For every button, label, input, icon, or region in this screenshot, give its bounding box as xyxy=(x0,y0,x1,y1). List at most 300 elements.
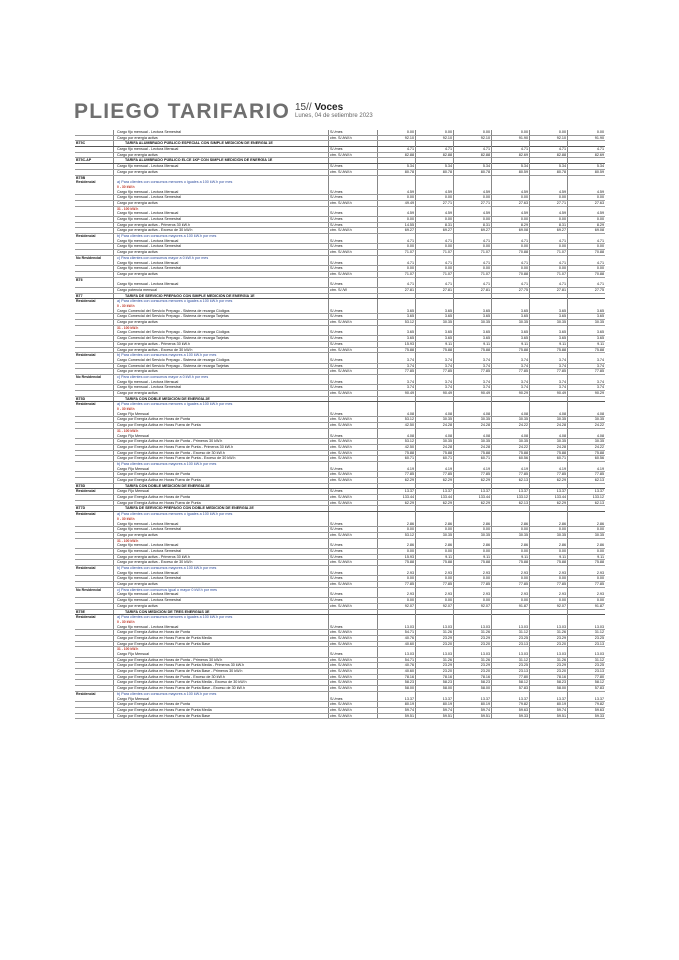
tariff-value: 4.59 xyxy=(520,189,528,194)
tariff-value: 3.65 xyxy=(444,308,452,313)
tariff-value: 2.93 xyxy=(406,592,414,597)
row-description: c) Para clientes con consumos igual o mayor 0 kW.h por mes xyxy=(117,587,218,592)
tariff-value: 40.76 xyxy=(404,635,414,640)
row-unit: ctm. S/./kW.h xyxy=(330,135,352,140)
issue-date: Lunes, 04 de setiembre 2023 xyxy=(294,113,373,119)
tariff-value: 69.27 xyxy=(404,228,414,233)
tariff-value: 53.12 xyxy=(404,417,414,422)
tariff-value: 2.93 xyxy=(482,592,490,597)
tariff-value: 24.22 xyxy=(518,423,528,428)
tariff-value: 60.71 xyxy=(442,456,452,461)
row-description: Cargo por Energía Activa en Horas de Punta - Exceso de 30 kW.h xyxy=(117,450,225,455)
tariff-value: 9.11 xyxy=(597,554,604,559)
tariff-value: 0.00 xyxy=(520,266,528,271)
tariff-value: 40.60 xyxy=(404,641,414,646)
tariff-value: 80.78 xyxy=(480,169,490,174)
column-divider xyxy=(567,130,568,719)
row-description: Cargo por Energía Activa en Horas de Punta xyxy=(117,417,190,422)
tariff-value: 71.07 xyxy=(442,250,452,255)
row-unit: ctm. S/./kW.h xyxy=(330,674,352,679)
tariff-value: 2.86 xyxy=(406,543,414,548)
tariff-value: 23.25 xyxy=(594,663,604,668)
tariff-value: 3.65 xyxy=(558,330,566,335)
row-unit: ctm. S/./kW.h xyxy=(330,228,352,233)
row-description: 31 - 100 kW.h xyxy=(117,647,139,652)
row-description: Cargo Comercial del Servicio Prepago - Sistema de recarga Tarjetas xyxy=(117,314,229,319)
tariff-value: 133.44 xyxy=(402,495,414,500)
row-unit: ctm. S/./kW.h xyxy=(330,439,352,444)
tariff-value: 0.00 xyxy=(520,130,528,134)
row-description: Cargo por Energía Activa en Horas de Punta xyxy=(117,702,190,707)
tariff-value: 0.00 xyxy=(406,527,414,532)
tariff-value: 78.16 xyxy=(480,674,490,679)
tariff-value: 0.00 xyxy=(406,195,414,200)
brand-name: Voces xyxy=(314,102,344,113)
tariff-value: 4.71 xyxy=(482,282,490,287)
tariff-value: 15.93 xyxy=(404,341,414,346)
tariff-value: 30.35 xyxy=(518,532,528,537)
row-unit: S/./mes xyxy=(330,282,343,287)
tariff-value: 13.37 xyxy=(404,489,414,494)
tariff-value: 53.12 xyxy=(404,439,414,444)
tariff-value: 27.81 xyxy=(556,287,566,292)
tariff-value: 3.74 xyxy=(482,363,490,368)
tariff-value: 3.65 xyxy=(520,314,528,319)
tariff-value: 2.93 xyxy=(444,592,452,597)
tariff-value: 0.00 xyxy=(406,266,414,271)
tariff-value: 0.00 xyxy=(482,195,490,200)
row-unit: S/./mes xyxy=(330,217,343,221)
tariff-value: 23.25 xyxy=(518,663,528,668)
tariff-value: 59.74 xyxy=(404,707,414,712)
tariff-value: 31.12 xyxy=(594,630,604,635)
tariff-value: 2.93 xyxy=(444,570,452,575)
row-description: Cargo por Energía Activa en Horas de Punta - Primeros 30 kW.h xyxy=(117,439,223,444)
row-description: a) Para clientes con consumos menores o iguales a 100 kW.h por mes xyxy=(117,512,233,517)
tariff-value: 77.85 xyxy=(404,582,414,587)
tariff-value: 82.69 xyxy=(594,152,604,157)
tariff-value: 30.35 xyxy=(594,532,604,537)
tariff-value: 82.88 xyxy=(404,152,414,157)
tariff-value: 3.74 xyxy=(444,357,452,362)
tariff-value: 9.11 xyxy=(445,341,452,346)
tariff-code: BT5D xyxy=(76,483,86,488)
tariff-value: 13.37 xyxy=(480,489,490,494)
tariff-value: 30.35 xyxy=(518,320,528,325)
tariff-value: 30.35 xyxy=(480,320,490,325)
tariff-value: 3.74 xyxy=(444,385,452,390)
row-description: 0 - 30 kW.h xyxy=(117,304,135,308)
tariff-value: 0.00 xyxy=(520,598,528,603)
tariff-value: 30.35 xyxy=(480,417,490,422)
tariff-value: 75.88 xyxy=(556,450,566,455)
tariff-value: 30.35 xyxy=(556,417,566,422)
row-unit: S/./mes xyxy=(330,266,343,271)
row-unit: S/./mes xyxy=(330,130,343,134)
tariff-value: 13.03 xyxy=(480,652,490,656)
tariff-value: 60.56 xyxy=(594,456,604,461)
row-unit: ctm. S/./kW.h xyxy=(330,369,352,374)
tariff-value: 0.00 xyxy=(520,195,528,200)
row-unit: S/./mes xyxy=(330,592,343,597)
tariff-code: Residencial xyxy=(76,691,96,696)
tariff-code: BT5C xyxy=(76,141,86,146)
row-unit: S/./mes xyxy=(330,195,343,200)
tariff-value: 3.74 xyxy=(596,385,604,390)
tariff-value: 3.74 xyxy=(444,379,452,384)
tariff-value: 58.00 xyxy=(480,686,490,691)
tariff-value: 60.71 xyxy=(480,456,490,461)
row-description: Cargo por energía activa xyxy=(117,250,158,255)
tariff-value: 31.26 xyxy=(442,630,452,635)
tariff-value: 59.74 xyxy=(556,707,566,712)
tariff-value: 2.93 xyxy=(596,570,604,575)
tariff-value: 3.74 xyxy=(406,357,414,362)
row-description: a) Para clientes con consumos menores o iguales a 100 kW.h por mes xyxy=(117,299,233,304)
tariff-value: 71.07 xyxy=(556,250,566,255)
tariff-value: 82.88 xyxy=(480,152,490,157)
row-description: Cargo por Energía Activa en Horas de Punta - Exceso de 30 kW.h xyxy=(117,674,225,679)
row-unit: S/./mes xyxy=(330,314,343,319)
tariff-value: 8.29 xyxy=(596,222,604,227)
row-unit: ctm. S/./kW.h xyxy=(330,686,352,691)
tariff-value: 4.59 xyxy=(558,211,566,216)
tariff-value: 24.22 xyxy=(594,444,604,449)
tariff-value: 0.00 xyxy=(596,598,604,603)
tariff-value: 91.87 xyxy=(518,603,528,608)
tariff-value: 4.59 xyxy=(406,189,414,194)
tariff-value: 75.88 xyxy=(480,347,490,352)
tariff-value: 90.49 xyxy=(442,391,452,395)
tariff-value: 60.71 xyxy=(404,456,414,461)
tariff-value: 0.00 xyxy=(596,548,604,553)
tariff-value: 0.00 xyxy=(520,244,528,249)
tariff-value: 30.35 xyxy=(594,439,604,444)
tariff-value: 80.19 xyxy=(556,702,566,707)
tariff-value: 4.71 xyxy=(558,238,566,243)
row-description: Cargo por Energía Activa en Horas Fuera de Punta xyxy=(117,423,201,428)
row-unit: ctm. S/./kW.h xyxy=(330,713,352,718)
tariff-value: 77.85 xyxy=(404,472,414,477)
row-unit: S/./mes xyxy=(330,222,343,227)
row-unit: ctm. S/./kW.h xyxy=(330,582,352,587)
tariff-value: 3.65 xyxy=(406,314,414,319)
tariff-value: 0.00 xyxy=(520,217,528,221)
tariff-value: 4.19 xyxy=(596,466,604,471)
tariff-value: 75.88 xyxy=(518,560,528,565)
tariff-value: 70.88 xyxy=(594,250,604,255)
tariff-code: Residencial xyxy=(76,180,96,185)
tariff-code: No Residencial xyxy=(76,374,102,379)
row-description: Cargo fijo mensual - Lectura Mensual xyxy=(117,189,179,194)
row-unit: S/./mes xyxy=(330,624,343,629)
tariff-value: 23.29 xyxy=(556,635,566,640)
row-description: Cargo fijo mensual - Lectura Semestral xyxy=(117,195,181,200)
tariff-value: 0.00 xyxy=(596,130,604,134)
tariff-value: 75.88 xyxy=(594,450,604,455)
tariff-value: 2.86 xyxy=(482,543,490,548)
tariff-value: 58.23 xyxy=(480,680,490,685)
row-description: Cargo fijo mensual - Lectura Mensual xyxy=(117,147,179,152)
tariff-value: 4.59 xyxy=(444,189,452,194)
tariff-value: 0.00 xyxy=(596,576,604,581)
tariff-value: 80.19 xyxy=(442,702,452,707)
row-description: Cargo fijo mensual - Lectura Semestral xyxy=(117,527,181,532)
tariff-value: 62.29 xyxy=(480,500,490,505)
tariff-value: 3.74 xyxy=(406,363,414,368)
tariff-value: 70.88 xyxy=(518,250,528,255)
tariff-value: 27.71 xyxy=(480,200,490,205)
tariff-value: 0.00 xyxy=(444,130,452,134)
row-description: Cargo por energía activa xyxy=(117,152,158,157)
row-description: Cargo Fijo Mensual xyxy=(117,696,149,701)
tariff-value: 91.90 xyxy=(518,135,528,140)
tariff-value: 4.19 xyxy=(558,466,566,471)
tariff-value: 3.74 xyxy=(520,357,528,362)
tariff-value: 3.65 xyxy=(444,330,452,335)
tariff-value: 8.31 xyxy=(558,222,566,227)
tariff-value: 4.71 xyxy=(596,260,604,265)
tariff-value: 23.29 xyxy=(556,663,566,668)
tariff-code: BT5B xyxy=(76,175,86,180)
tariff-value: 2.86 xyxy=(520,521,528,526)
row-unit: S/./mes xyxy=(330,189,343,194)
tariff-value: 40.76 xyxy=(404,663,414,668)
row-description: TARIFA CON DOBLE MEDICIÓN DE ENERGÍA 2E xyxy=(125,396,210,401)
tariff-value: 30.35 xyxy=(594,417,604,422)
tariff-value: 90.49 xyxy=(480,391,490,395)
tariff-value: 4.19 xyxy=(482,466,490,471)
row-description: Cargo fijo mensual - Lectura Mensual xyxy=(117,592,179,597)
tariff-value: 30.35 xyxy=(556,532,566,537)
tariff-value: 69.27 xyxy=(442,228,452,233)
tariff-value: 40.60 xyxy=(404,669,414,674)
tariff-value: 24.22 xyxy=(518,444,528,449)
tariff-value: 3.65 xyxy=(558,336,566,341)
tariff-value: 0.00 xyxy=(596,217,604,221)
tariff-value: 62.29 xyxy=(556,500,566,505)
tariff-value: 30.35 xyxy=(556,320,566,325)
tariff-value: 4.59 xyxy=(444,211,452,216)
row-description: TARIFA DE SERVICIO PREPAGO CON DOBLE MEDICIÓN DE ENERGÍA 2E xyxy=(125,506,254,511)
tariff-value: 4.71 xyxy=(558,147,566,152)
tariff-value: 13.03 xyxy=(518,624,528,629)
tariff-value: 0.00 xyxy=(482,266,490,271)
tariff-value: 53.12 xyxy=(404,320,414,325)
tariff-value: 79.82 xyxy=(594,702,604,707)
tariff-value: 70.88 xyxy=(518,271,528,276)
row-unit: ctm. S/./kW.h xyxy=(330,603,352,608)
tariff-value: 4.71 xyxy=(482,238,490,243)
tariff-value: 2.93 xyxy=(558,592,566,597)
tariff-value: 27.71 xyxy=(556,200,566,205)
tariff-value: 2.86 xyxy=(596,521,604,526)
tariff-value: 23.13 xyxy=(518,669,528,674)
tariff-value: 24.28 xyxy=(480,423,490,428)
tariff-value: 30.35 xyxy=(480,532,490,537)
issue-number: 15// xyxy=(294,102,312,113)
tariff-value: 62.29 xyxy=(404,478,414,482)
tariff-value: 9.11 xyxy=(521,554,528,559)
row-unit: S/./mes xyxy=(330,489,343,494)
tariff-value: 75.88 xyxy=(404,450,414,455)
tariff-value: 31.12 xyxy=(594,657,604,662)
tariff-value: 4.71 xyxy=(482,260,490,265)
tariff-value: 3.65 xyxy=(406,308,414,313)
tariff-value: 27.81 xyxy=(404,287,414,292)
tariff-value: 90.29 xyxy=(594,391,604,395)
row-description: Cargo fijo mensual - Lectura Semestral xyxy=(117,244,181,249)
tariff-value: 4.08 xyxy=(482,411,490,416)
row-unit: S/./mes xyxy=(330,244,343,249)
tariff-value: 4.71 xyxy=(558,282,566,287)
column-divider xyxy=(453,130,454,719)
row-description: Cargo por Energía Activa en Horas de Punta xyxy=(117,495,190,500)
tariff-value: 30.35 xyxy=(594,320,604,325)
row-unit: S/./mes xyxy=(330,696,343,701)
row-unit: ctm. S/./kW.h xyxy=(330,500,352,505)
tariff-value: 4.19 xyxy=(406,466,414,471)
tariff-value: 3.74 xyxy=(558,379,566,384)
row-description: 31 - 100 kW.h xyxy=(117,538,139,543)
row-description: b) Para clientes con consumos mayores a 100 kW.h por mes xyxy=(117,353,217,358)
tariff-value: 3.74 xyxy=(406,379,414,384)
tariff-value: 62.13 xyxy=(518,500,528,505)
row-unit: ctm. S/./kW.h xyxy=(330,320,352,325)
row-unit: ctm. S/./kW.h xyxy=(330,250,352,255)
tariff-value: 2.93 xyxy=(520,592,528,597)
tariff-value: 77.85 xyxy=(556,472,566,477)
tariff-code: Residencial xyxy=(76,234,96,239)
tariff-value: 57.83 xyxy=(518,686,528,691)
tariff-value: 77.85 xyxy=(594,582,604,587)
tariff-value: 77.85 xyxy=(480,472,490,477)
tariff-value: 69.08 xyxy=(518,228,528,233)
tariff-value: 49.49 xyxy=(404,200,414,205)
tariff-value: 71.07 xyxy=(480,250,490,255)
tariff-value: 27.63 xyxy=(594,200,604,205)
tariff-value: 77.85 xyxy=(518,472,528,477)
row-unit: ctm. S/./kW.h xyxy=(330,680,352,685)
tariff-value: 5.34 xyxy=(596,164,604,169)
row-description: Cargo fijo mensual - Lectura Semestral xyxy=(117,217,181,221)
tariff-value: 3.65 xyxy=(444,314,452,319)
row-description: 0 - 30 kW.h xyxy=(117,516,135,521)
row-description: Cargo por energía activa xyxy=(117,582,158,587)
tariff-value: 3.74 xyxy=(482,385,490,390)
tariff-value: 90.29 xyxy=(518,391,528,395)
tariff-value: 5.34 xyxy=(520,164,528,169)
tariff-value: 82.69 xyxy=(518,152,528,157)
tariff-value: 13.37 xyxy=(556,696,566,701)
tariff-value: 15.93 xyxy=(404,554,414,559)
row-description: Cargo fijo mensual - Lectura Mensual xyxy=(117,238,179,243)
tariff-value: 4.59 xyxy=(520,211,528,216)
tariff-value: 133.12 xyxy=(516,495,528,500)
row-unit: ctm. S/./kW.h xyxy=(330,635,352,640)
tariff-value: 9.11 xyxy=(559,554,566,559)
tariff-value: 4.59 xyxy=(406,211,414,216)
row-unit: ctm. S/./kW.h xyxy=(330,472,352,477)
table-row xyxy=(75,714,605,720)
tariff-value: 23.25 xyxy=(518,635,528,640)
row-description: Cargo por Energía Activa en Horas Fuera de Punta - Exceso de 30 kW.h xyxy=(117,456,236,461)
tariff-value: 3.74 xyxy=(558,385,566,390)
row-description: b) Para clientes con consumos mayores a 100 kW.h por mes xyxy=(117,691,217,696)
tariff-value: 23.13 xyxy=(594,669,604,674)
tariff-value: 58.23 xyxy=(404,680,414,685)
tariff-value: 4.71 xyxy=(520,147,528,152)
tariff-value: 62.29 xyxy=(442,478,452,482)
row-description: Cargo por Energía Activa en Horas Fuera de Punta Media - Primeros 30 kW.h xyxy=(117,663,245,668)
tariff-value: 77.85 xyxy=(442,472,452,477)
row-description: Cargo fijo mensual - Lectura Mensual xyxy=(117,543,179,548)
row-unit: ctm. S/./kW.h xyxy=(330,152,352,157)
tariff-value: 133.44 xyxy=(478,495,490,500)
tariff-value: 59.51 xyxy=(556,713,566,718)
tariff-value: 71.07 xyxy=(556,271,566,276)
row-description: Cargo Fijo Mensual xyxy=(117,489,149,494)
tariff-value: 59.51 xyxy=(404,713,414,718)
tariff-value: 27.75 xyxy=(518,287,528,292)
tariff-value: 13.03 xyxy=(556,624,566,629)
tariff-value: 0.00 xyxy=(558,598,566,603)
masthead-meta xyxy=(295,103,373,122)
row-description: Cargo por energía activa xyxy=(117,603,158,608)
column-divider xyxy=(491,130,492,719)
tariff-value: 4.08 xyxy=(596,411,604,416)
tariff-value: 0.00 xyxy=(482,130,490,134)
tariff-value: 4.08 xyxy=(558,411,566,416)
tariff-value: 3.74 xyxy=(558,363,566,368)
row-unit: S/./mes xyxy=(330,527,343,532)
row-description: Cargo fijo mensual - Lectura Mensual xyxy=(117,282,179,287)
tariff-code: Residencial xyxy=(76,489,96,494)
row-description: Cargo por Energía Activa en Horas de Punta xyxy=(117,472,190,477)
tariff-value: 13.03 xyxy=(480,624,490,629)
row-unit: S/./mes xyxy=(330,433,343,438)
tariff-value: 92.07 xyxy=(442,603,452,608)
row-description: Cargo por Energía Activa en Horas de Punta xyxy=(117,630,190,635)
tariff-value: 9.11 xyxy=(445,554,452,559)
tariff-value: 0.00 xyxy=(482,527,490,532)
row-description: Cargo fijo mensual - Lectura Semestral xyxy=(117,385,181,390)
tariff-value: 77.85 xyxy=(442,369,452,374)
tariff-value: 4.08 xyxy=(520,433,528,438)
row-description: TARIFA ALUMBRADO PÚBLICO ESPECIAL CON SIMPLE MEDICIÓN DE ENERGÍA 1E xyxy=(125,141,273,146)
tariff-value: 2.86 xyxy=(482,521,490,526)
row-description: Cargo Fijo Mensual xyxy=(117,411,149,416)
row-description: Cargo por Energía Activa en Horas Fuera de Punta xyxy=(117,500,201,505)
tariff-value: 23.20 xyxy=(556,669,566,674)
row-description: Cargo fijo mensual - Lectura Semestral xyxy=(117,130,181,134)
tariff-value: 75.88 xyxy=(518,450,528,455)
row-unit: ctm. S/./kW.h xyxy=(330,657,352,662)
tariff-value: 77.80 xyxy=(518,674,528,679)
tariff-value: 3.74 xyxy=(444,363,452,368)
row-description: Cargo por energía activa xyxy=(117,271,158,276)
tariff-value: 80.19 xyxy=(480,702,490,707)
tariff-value: 5.34 xyxy=(406,164,414,169)
tariff-value: 13.37 xyxy=(518,489,528,494)
tariff-value: 82.88 xyxy=(442,152,452,157)
tariff-value: 30.35 xyxy=(480,439,490,444)
tariff-value: 0.00 xyxy=(406,548,414,553)
tariff-value: 4.71 xyxy=(444,147,452,152)
row-unit: S/./mes xyxy=(330,211,343,216)
tariff-value: 59.63 xyxy=(594,707,604,712)
row-unit: ctm. S/./kW.h xyxy=(330,560,352,565)
